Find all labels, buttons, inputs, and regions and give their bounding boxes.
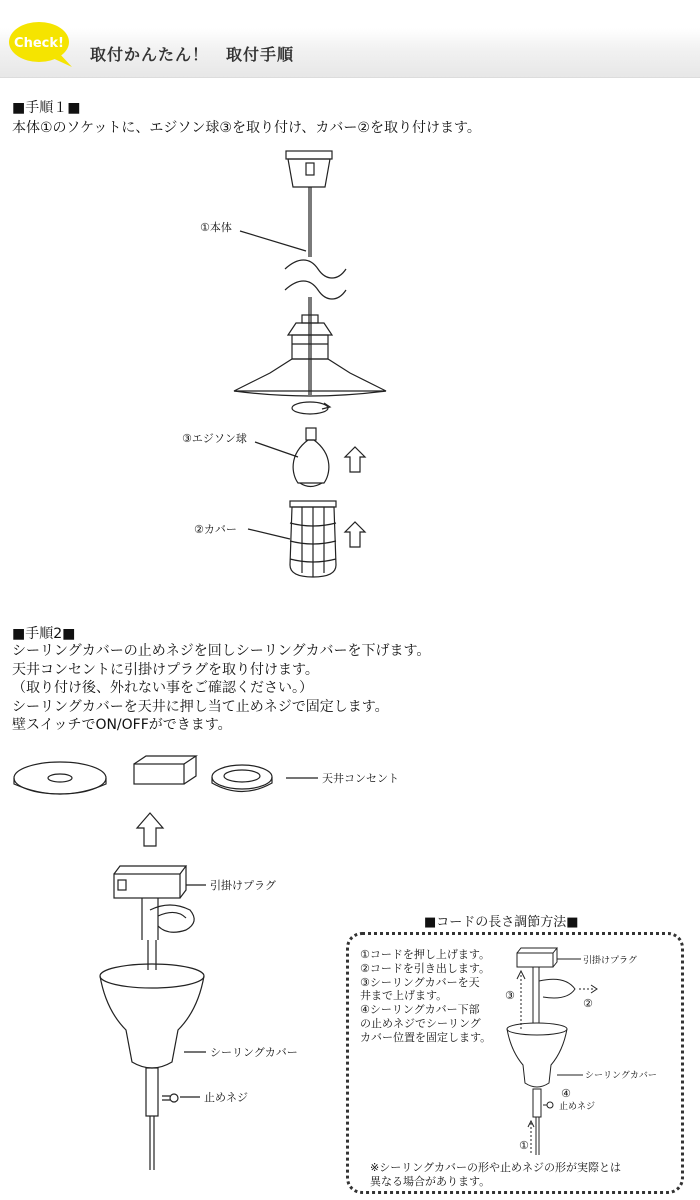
label-body: ①本体 <box>200 221 232 234</box>
howto-number-1: ① <box>519 1139 529 1152</box>
howto-number-2: ② <box>583 997 593 1010</box>
howto-number-3: ③ <box>505 989 515 1002</box>
label-stop-screw: 止めネジ <box>204 1091 248 1104</box>
howto-step: カバー位置を固定します。 <box>360 1030 492 1044</box>
step2-line: 壁スイッチでON/OFFができます。 <box>12 717 232 733</box>
howto-step: ④シーリングカバー下部 <box>360 1003 480 1017</box>
label-cover: ②カバー <box>194 523 237 536</box>
howto-label-screw: 止めネジ <box>559 1102 596 1112</box>
check-badge <box>8 20 74 68</box>
label-bulb: ③エジソン球 <box>182 432 247 445</box>
howto-step: 井まで上げます。 <box>360 989 448 1003</box>
label-ceiling-outlet: 天井コンセント <box>322 772 399 785</box>
howto-label-plug: 引掛けプラグ <box>583 956 638 966</box>
page-title: 取付かんたん！ 取付手順 <box>90 45 295 64</box>
howto-step: の止めネジでシーリング <box>360 1016 481 1030</box>
howto-figure <box>495 945 680 1160</box>
howto-step: ③シーリングカバーを天 <box>360 975 480 989</box>
step2-line: シーリングカバーを天井に押し当て止めネジで固定します。 <box>12 698 389 715</box>
pendant-light-figure <box>150 145 410 590</box>
label-ceiling-cover: シーリングカバー <box>210 1046 298 1059</box>
howto-title: ■コードの長さ調節方法■ <box>424 915 579 930</box>
howto-note <box>370 1161 621 1188</box>
howto-number-4: ④ <box>561 1087 571 1100</box>
howto-label-cover: シーリングカバー <box>585 1071 657 1081</box>
step2-text <box>12 642 430 735</box>
check-badge-text: Check! <box>14 36 64 51</box>
step1-text: 本体①のソケットに、エジソン球③を取り付け、カバー②を取り付けます。 <box>12 120 481 136</box>
step2-line: 天井コンセントに引掛けプラグを取り付けます。 <box>12 661 319 678</box>
step2-line: （取り付け後、外れない事をご確認ください。） <box>12 680 313 696</box>
howto-note-line: ※シーリングカバーの形や止めネジの形が実際とは <box>370 1161 621 1174</box>
step2-heading: ■手順2■ <box>12 626 76 642</box>
howto-step: ②コードを引き出します。 <box>360 961 490 975</box>
howto-step: ①コードを押し上げます。 <box>360 948 490 961</box>
howto-note-line: 異なる場合があります。 <box>370 1174 491 1188</box>
howto-steps <box>360 948 491 1045</box>
step2-line: シーリングカバーの止めネジを回しシーリングカバーを下げます。 <box>12 643 431 659</box>
step1-heading: ■手順１■ <box>12 100 81 116</box>
label-hook-plug: 引掛けプラグ <box>210 879 276 892</box>
